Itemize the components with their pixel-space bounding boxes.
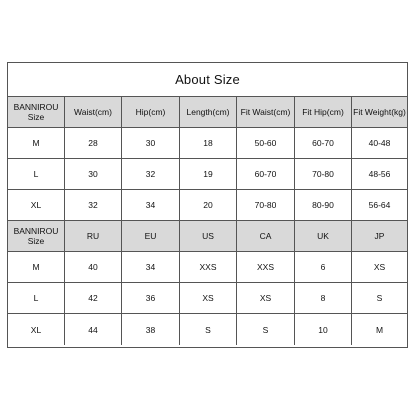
table-cell: 30 <box>65 159 122 190</box>
table-cell: XS <box>180 283 237 314</box>
size-cell: XL <box>8 314 65 345</box>
table-cell: 34 <box>122 190 180 221</box>
table-cell: M <box>375 324 384 335</box>
table-cell: 70-80 <box>295 159 352 190</box>
table-cell: 42 <box>65 283 122 314</box>
table-cell: S <box>180 314 237 345</box>
table-cell: 40 <box>65 252 122 283</box>
table-cell: 20 <box>180 190 237 221</box>
table-cell: 10 <box>295 314 352 345</box>
size-cell: L <box>8 283 65 314</box>
table-cell: 18 <box>180 128 237 159</box>
table-cell: 32 <box>122 159 180 190</box>
table-cell: XS <box>237 283 295 314</box>
table-cell: 60-70 <box>295 128 352 159</box>
size-label: Size <box>27 112 45 122</box>
brand-size-header <box>8 221 65 252</box>
table-cell: 44 <box>65 314 122 345</box>
column-header: CA <box>237 221 295 252</box>
table-cell: 50-60 <box>237 128 295 159</box>
column-header: Fit Waist(cm) <box>237 97 295 128</box>
size-table <box>8 97 407 345</box>
size-cell: M <box>8 252 65 283</box>
table-cell: 48-56 <box>352 159 407 190</box>
table-cell: 70-80 <box>237 190 295 221</box>
table-cell: 19 <box>180 159 237 190</box>
column-header: Hip(cm) <box>122 97 180 128</box>
table-cell: XXS <box>237 252 295 283</box>
column-header: Length(cm) <box>180 97 237 128</box>
column-header: UK <box>295 221 352 252</box>
column-header: Fit Hip(cm) <box>295 97 352 128</box>
table-cell: 56-64 <box>352 190 407 221</box>
table-cell: XS <box>352 252 407 283</box>
table-cell: 80-90 <box>295 190 352 221</box>
column-header: US <box>180 221 237 252</box>
size-cell: M <box>8 128 65 159</box>
table-cell: S <box>352 283 407 314</box>
brand-label: BANNIROU <box>13 226 59 236</box>
table-cell: 28 <box>65 128 122 159</box>
table-cell: 36 <box>122 283 180 314</box>
table-cell: 38 <box>122 314 180 345</box>
column-header: Waist(cm) <box>65 97 122 128</box>
table-cell: 60-70 <box>237 159 295 190</box>
table-cell: 32 <box>65 190 122 221</box>
table-cell: 34 <box>122 252 180 283</box>
size-chart <box>7 62 408 348</box>
table-cell: 6 <box>295 252 352 283</box>
brand-label: BANNIROU <box>13 102 59 112</box>
size-label: Size <box>27 236 45 246</box>
column-header: JP <box>352 221 407 252</box>
column-header: Fit Weight(kg) <box>352 97 407 128</box>
chart-title: About Size <box>8 63 407 97</box>
table-cell: 40-48 <box>352 128 407 159</box>
table-cell: 8 <box>295 283 352 314</box>
column-header: EU <box>122 221 180 252</box>
size-cell: L <box>8 159 65 190</box>
table-cell: XXS <box>180 252 237 283</box>
brand-size-header <box>8 97 65 128</box>
size-cell: XL <box>8 190 65 221</box>
column-header: RU <box>65 221 122 252</box>
table-cell: 30 <box>122 128 180 159</box>
table-cell: S <box>237 314 295 345</box>
